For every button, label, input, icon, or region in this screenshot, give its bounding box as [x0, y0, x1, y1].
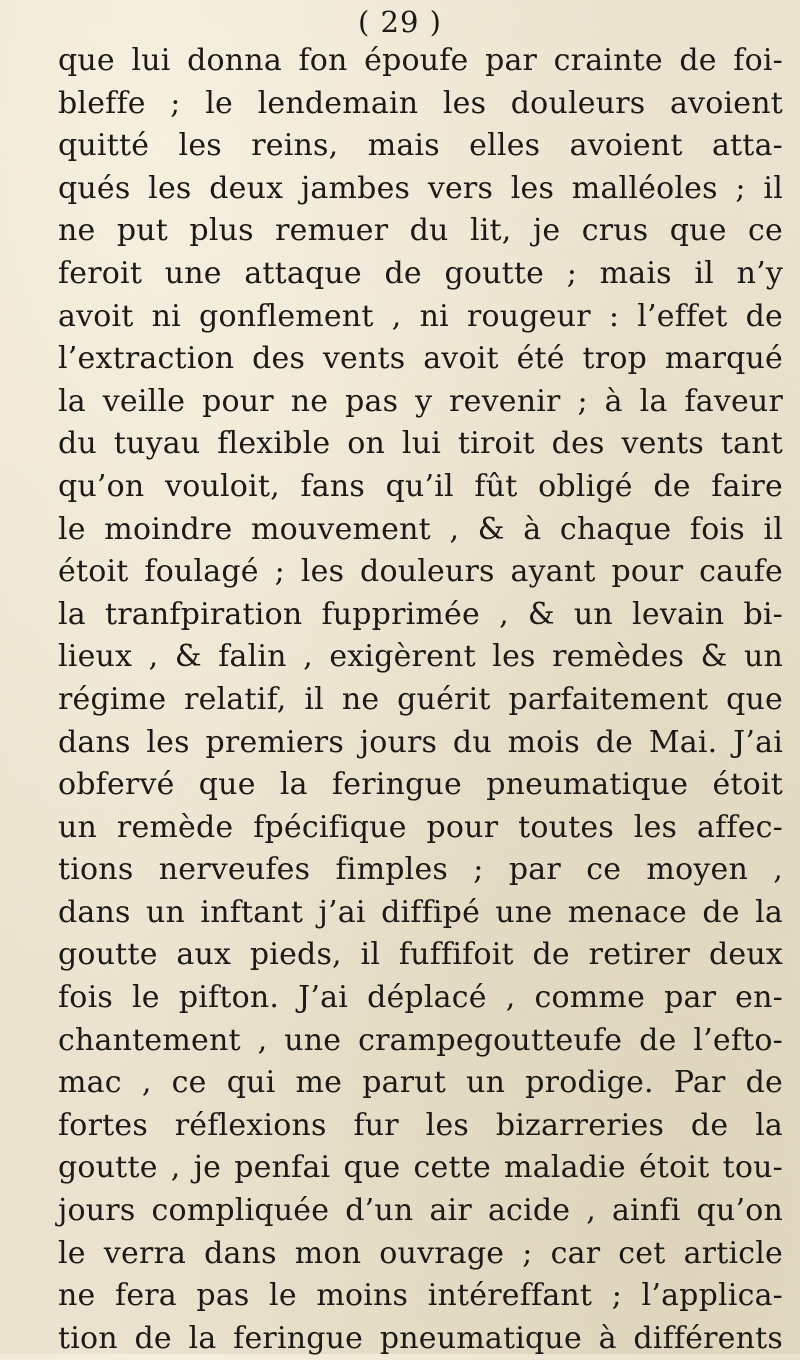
- text-line: avoit ni gonflement , ni rougeur : l’effet de: [58, 298, 783, 334]
- text-line: du tuyau flexible on lui tiroit des vents tant: [58, 426, 783, 462]
- text-line: fois le pifton. J’ai déplacé , comme par en-: [58, 980, 783, 1016]
- text-line: la tranfpiration fupprimée , & un levain bi-: [58, 596, 783, 632]
- text-line: que lui donna fon époufe par crainte de foi-: [58, 43, 783, 78]
- text-line: goutte , je penfai que cette maladie étoit tou-: [58, 1150, 783, 1186]
- text-line: ne fera pas le moins intéreffant ; l’applica-: [58, 1278, 783, 1314]
- text-line: lieux , & falin , exigèrent les remèdes & un: [58, 639, 783, 675]
- text-line: le verra dans mon ouvrage ; car cet article: [58, 1235, 783, 1271]
- text-line: dans un inftant j’ai diffipé une menace de la: [58, 894, 783, 930]
- text-line: mac , ce qui me parut un prodige. Par de: [58, 1065, 783, 1101]
- text-line: jours compliquée d’un air acide , ainfi qu’on: [58, 1193, 783, 1229]
- text-line: la veille pour ne pas y revenir ; à la faveur: [58, 383, 783, 419]
- text-line: l’extraction des vents avoit été trop marqué: [58, 341, 783, 377]
- text-line: obfervé que la feringue pneumatique étoit: [58, 767, 783, 803]
- text-line: tions nerveufes fimples ; par ce moyen ,: [58, 852, 783, 888]
- text-line: quitté les reins, mais elles avoient atta-: [58, 128, 783, 164]
- text-line: étoit foulagé ; les douleurs ayant pour caufe: [58, 554, 783, 590]
- text-line: bleffe ; le lendemain les douleurs avoient: [58, 85, 783, 121]
- text-line: le moindre mouvement , & à chaque fois il: [58, 511, 783, 547]
- text-line: qués les deux jambes vers les malléoles ; il: [58, 170, 783, 206]
- text-line: un remède fpécifique pour toutes les affec-: [58, 809, 783, 845]
- text-line: ne put plus remuer du lit, je crus que ce: [58, 213, 783, 249]
- text-line: régime relatif, il ne guérit parfaitement que: [58, 681, 783, 717]
- body-text: [58, 40, 783, 1360]
- text-line: goutte aux pieds, il fuffifoit de retirer deux: [58, 937, 783, 973]
- page-number: ( 29 ): [358, 5, 442, 39]
- text-line: fortes réflexions fur les bizarreries de la: [58, 1107, 783, 1143]
- text-line: feroit une attaque de goutte ; mais il n’y: [58, 255, 783, 291]
- text-line: tion de la feringue pneumatique à différents: [58, 1320, 783, 1356]
- text-line: dans les premiers jours du mois de Mai. J’ai: [58, 724, 783, 760]
- text-line: qu’on vouloit, fans qu’il fût obligé de faire: [58, 468, 783, 504]
- text-line: chantement , une crampegoutteufe de l’efto-: [58, 1022, 783, 1058]
